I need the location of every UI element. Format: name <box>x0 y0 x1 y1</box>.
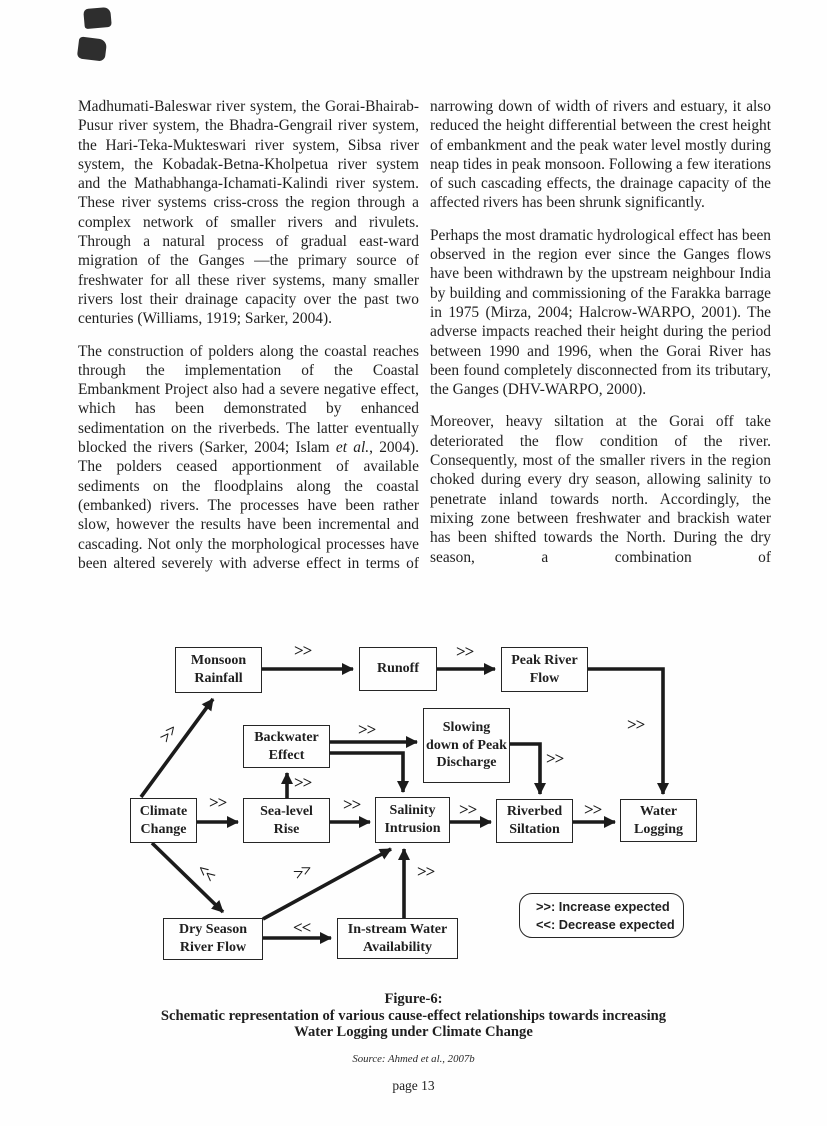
node-in-stream-water-availability: In-stream Water Availability <box>337 918 458 959</box>
edge-label-decrease: << <box>193 859 219 886</box>
node-water-logging: Water Logging <box>620 799 697 842</box>
node-slowing-down-of-peak-discharge: Slowing down of Peak Discharge <box>423 708 510 783</box>
figure-label: Figure-6: <box>384 991 443 1007</box>
node-salinity-intrusion: Salinity Intrusion <box>375 797 450 843</box>
node-climate-change: Climate Change <box>130 798 197 843</box>
legend-decrease: <<: Decrease expected <box>536 916 675 932</box>
article-columns <box>78 97 772 586</box>
edge-label-increase: >> <box>343 795 361 814</box>
arrow-slowing-to-riverbed <box>510 744 540 794</box>
edge-label-increase: >> <box>546 749 564 768</box>
edge-label-increase: >> <box>358 720 376 739</box>
node-backwater-effect: Backwater Effect <box>243 725 330 768</box>
node-monsoon-rainfall: Monsoon Rainfall <box>175 647 262 693</box>
node-peak-river-flow: Peak River Flow <box>501 647 588 692</box>
edge-label-increase: >> <box>627 715 645 734</box>
paragraph: Perhaps the most dramatic hydrological effect has been observed in the region ever since the Ganges flows have been withdrawn by the upstream neighbour India by building and commissioning of the Farakka barrage in 1975 (Mirza, 2004; Halcrow-WARPO, 2001). The adverse impacts reached their height during the period between 1990 and 1996, when the Gorai River has been found completely disconnected from its tributary, the Ganges (DHV-WARPO, 2000). <box>430 226 771 399</box>
scan-artifact-mark <box>83 7 112 29</box>
legend-increase: >>: Increase expected <box>536 898 670 914</box>
edge-label-increase: >> <box>294 641 312 660</box>
node-runoff: Runoff <box>359 647 437 691</box>
right-column <box>430 97 771 586</box>
figure-caption <box>0 991 827 1065</box>
node-riverbed-siltation: Riverbed Siltation <box>496 799 573 843</box>
paragraph: Madhumati-Baleswar river system, the Gorai-Bhairab-Pusur river system, the Bhadra-Gengrail river system, the Hari-Teka-Mukteswari river system, Sibsa river system, the Kobadak-Betna-Kholpetua river system and the Mathabhanga-Ichamati-Kalindi river system. These river systems criss-cross the region through a complex network of smaller rivers and rivulets. Through a natural process of gradual east-ward migration of the Ganges —the primary source of freshwater for all these river systems, many smaller rivers lost their drainage capacity over the past two centuries (Williams, 1919; Sarker, 2004). <box>78 98 419 328</box>
edge-label-increase: >> <box>290 859 315 884</box>
arrow-climate-to-monsoon <box>141 699 213 797</box>
node-sea-level-rise: Sea-level Rise <box>243 798 330 843</box>
edge-label-increase: >> <box>417 862 435 881</box>
figure-source: Source: Ahmed et al., 2007b <box>352 1052 475 1065</box>
scan-artifact-mark <box>77 36 107 61</box>
paragraph: The construction of polders along the coastal reaches through the implementation of the Coastal Embankment Project also had a severe negative effect, which has been demonstrated by enhanced sedimentation on the riverbeds. The latter eventually blocked the rivers (Sarker, 2004; Islam et al., 2004). The polders ceased apportionment of available sediments on the floodplains along the coastal (embanked) rivers. The processes have been rather slow, however the results have been incremental and cascading. Not only the morphological processes have been altered severely with adverse effect in terms of <box>78 342 419 572</box>
node-dry-season-river-flow: Dry Season River Flow <box>163 918 263 960</box>
paragraph: Moreover, heavy siltation at the Gorai off take deteriorated the flow condition of the river. Consequently, most of the smaller rivers in the region choked during every dry season, allowing salinity to penetrate inland towards north. Accordingly, the mixing zone between freshwater and brackish water has been shifted towards the North. During the dry season, a combination of <box>430 413 771 566</box>
arrow-peakflow-to-waterlogging <box>588 669 663 794</box>
arrow-dryseason-to-salinity <box>263 849 391 919</box>
paragraph: narrowing down of width of rivers and estuary, it also reduced the height differential between the crest height of embankment and the peak water level mostly during neap tides in peak monsoon. Following a few iterations of such cascading effects, the drainage capacity of the affected rivers has been shrunk significantly. <box>430 98 771 212</box>
edge-label-increase: >> <box>294 773 312 792</box>
page-number: page 13 <box>392 1078 435 1093</box>
diagram-legend <box>519 893 684 938</box>
edge-label-increase: >> <box>456 642 474 661</box>
left-column <box>78 97 419 586</box>
figure-diagram <box>0 640 827 990</box>
edge-label-increase: >> <box>209 793 227 812</box>
arrow-backwater-to-salinity <box>330 753 403 792</box>
figure-title-line2: Water Logging under Climate Change <box>294 1024 533 1040</box>
figure-title-line1: Schematic representation of various cause-effect relationships towards increasing <box>160 1007 667 1024</box>
edge-label-increase: >> <box>155 720 182 747</box>
edge-label-increase: >> <box>459 800 477 819</box>
edge-label-increase: >> <box>584 800 602 819</box>
edge-label-decrease: << <box>293 918 311 937</box>
